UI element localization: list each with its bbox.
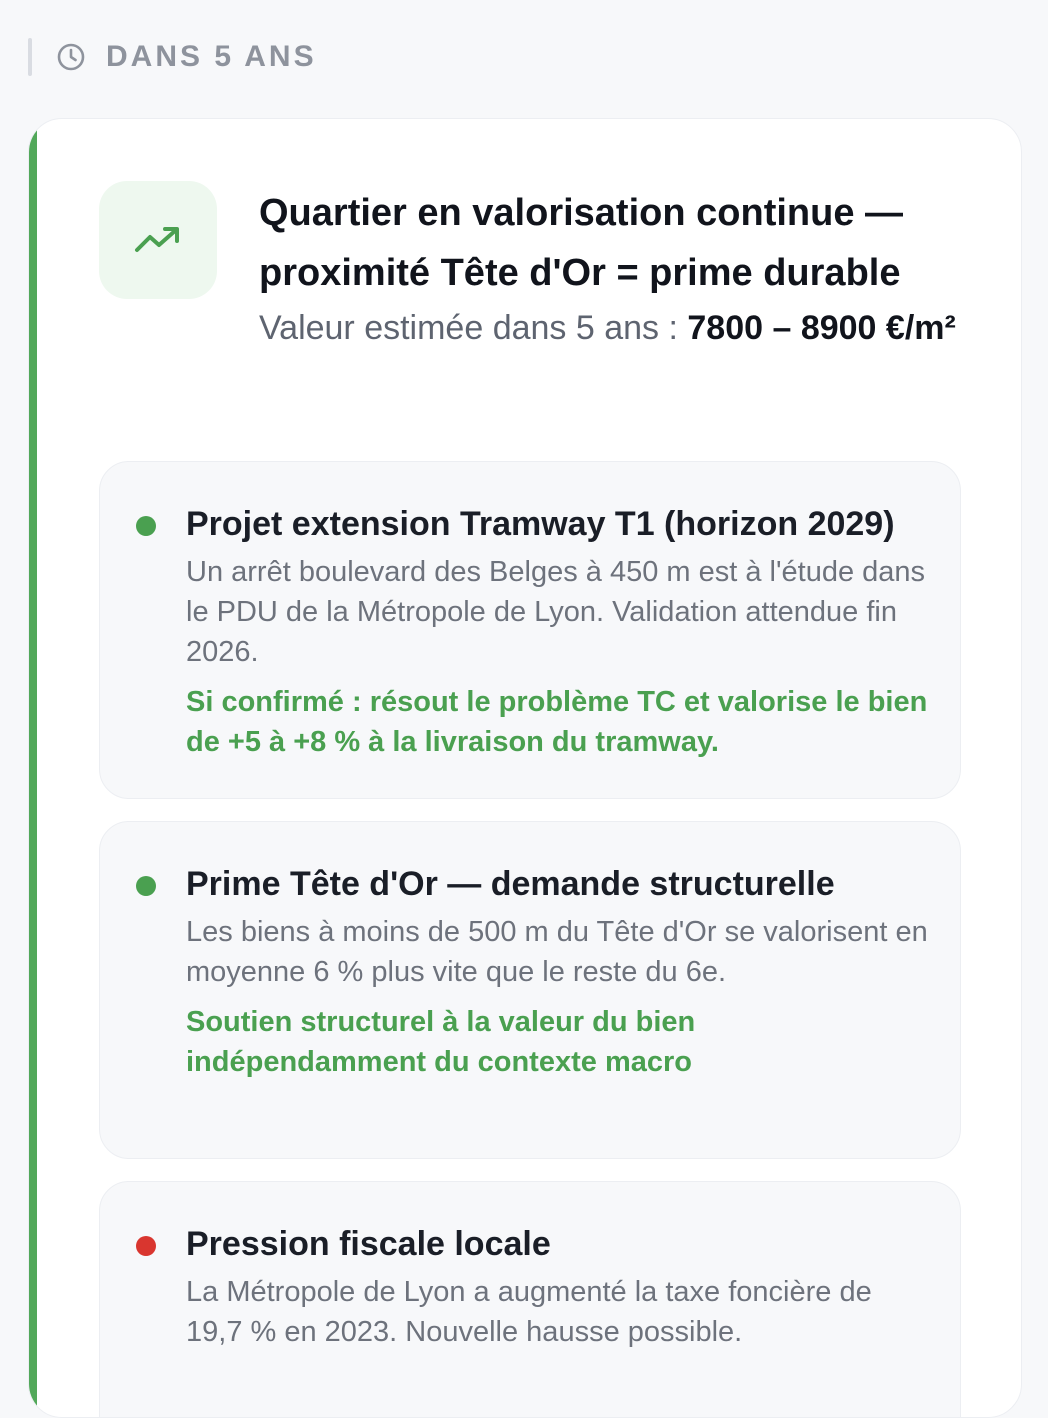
factor-content [186,862,930,1082]
factor-description: La Métropole de Lyon a augmenté la taxe foncière de 19,7 % en 2023. Nouvelle hausse possible. [186,1276,872,1348]
factor-content [186,502,930,762]
factor-impact: Soutien structurel à la valeur du bien indépendamment du contexte macro [186,1006,696,1078]
status-dot [136,516,156,536]
section-label: DANS 5 ANS [106,40,317,73]
status-dot [136,1236,156,1256]
headline [259,181,981,353]
estimated-value-range: 7800 – 8900 €/m² [687,309,956,347]
factor-item [99,1181,961,1418]
factor-description: Les biens à moins de 500 m du Tête d'Or se valorisent en moyenne 6 % plus vite que le reste du 6e. [186,916,928,988]
factor-title: Projet extension Tramway T1 (horizon 2029) [186,505,895,543]
clock-icon [56,42,86,72]
factor-impact: Si confirmé : résout le problème TC et valorise le bien de +5 à +8 % à la livraison du tramway. [186,686,928,758]
card-accent-bar [29,119,37,1417]
factor-item [99,461,961,799]
estimated-value [259,303,981,353]
card-header [99,181,981,353]
trending-up-icon [99,181,217,299]
status-dot [136,876,156,896]
estimated-value-label: Valeur estimée dans 5 ans : [259,309,688,347]
factor-item [99,821,961,1159]
factor-description: Un arrêt boulevard des Belges à 450 m est à l'étude dans le PDU de la Métropole de Lyon. Validation attendue fin 2026. [186,556,926,668]
projection-card [28,118,1022,1418]
factor-content [186,1222,930,1352]
card-title: Quartier en valorisation continue — proximité Tête d'Or = prime durable [259,192,904,294]
section-divider [28,38,32,76]
factor-title: Prime Tête d'Or — demande structurelle [186,865,835,903]
section-header [28,38,317,76]
factor-title: Pression fiscale locale [186,1225,551,1263]
